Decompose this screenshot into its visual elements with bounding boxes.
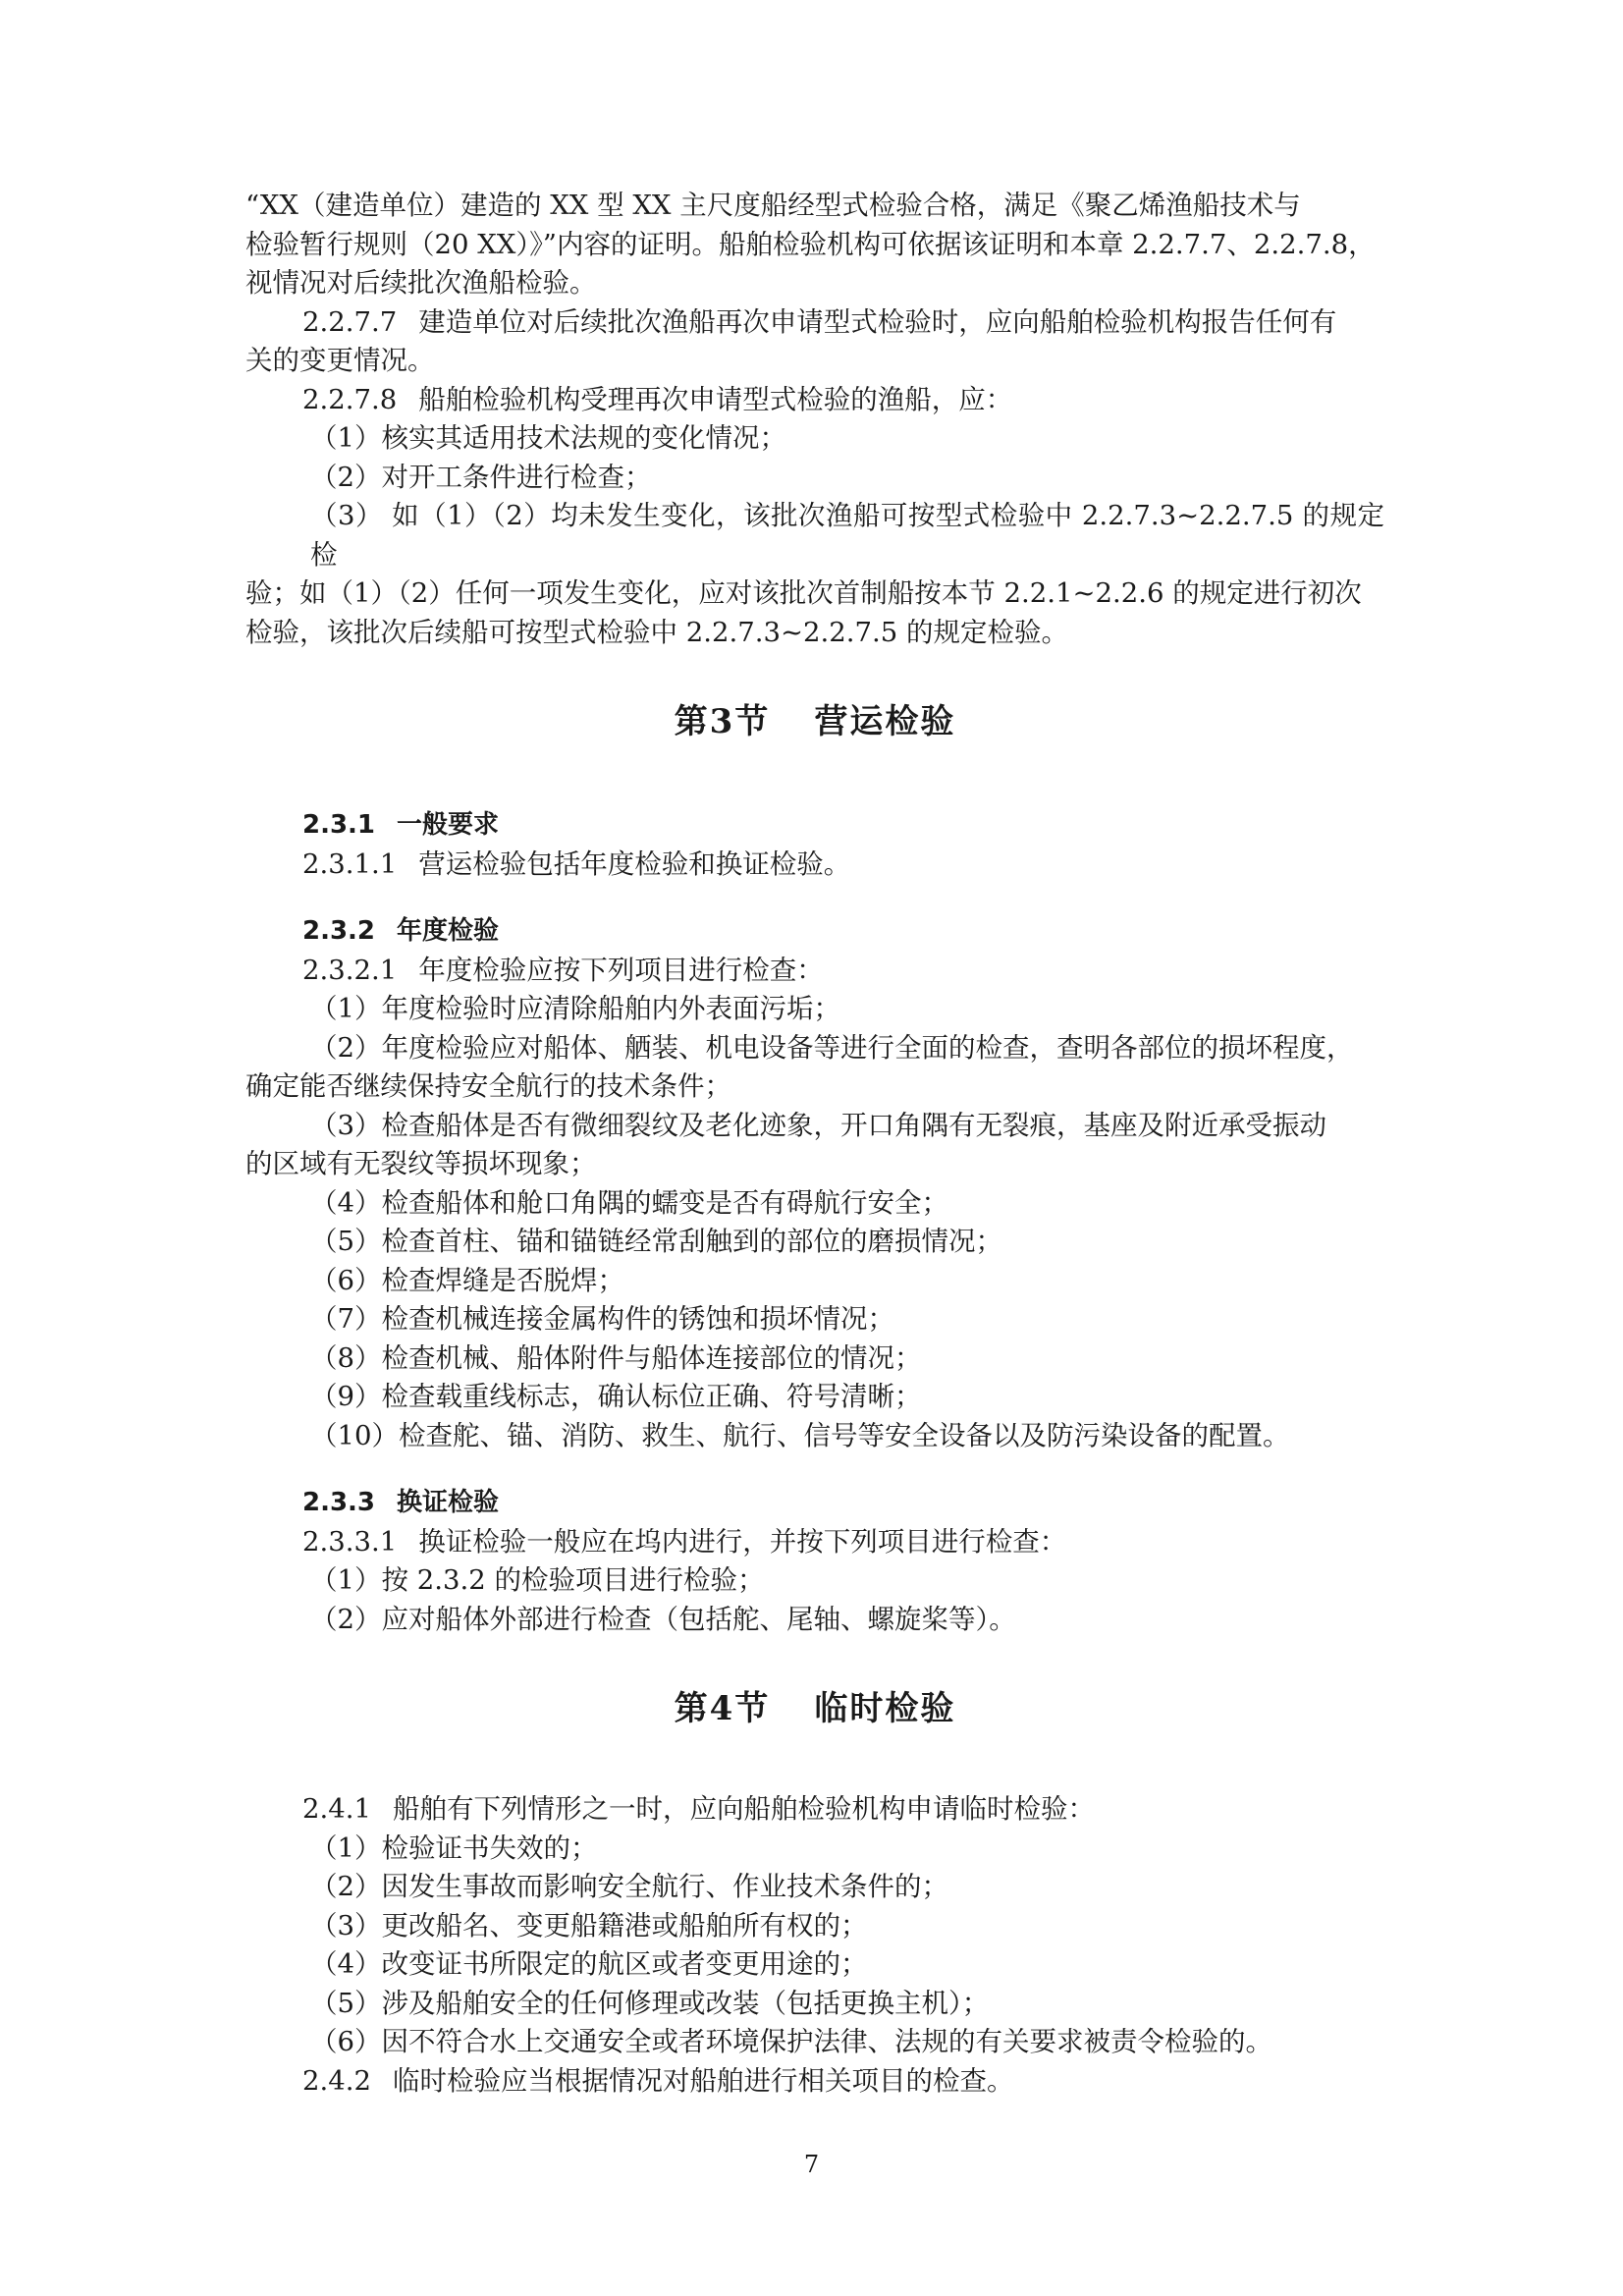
subsection-heading xyxy=(245,912,1384,952)
clause-text: 营运检验包括年度检验和换证检验。 xyxy=(418,847,851,880)
clause xyxy=(245,952,1384,991)
clause-number: 2.2.7.7 xyxy=(302,305,398,338)
list-item: （4）检查船体和舱口角隅的蠕变是否有碍航行安全； xyxy=(310,1186,948,1219)
list-item: （9）检查载重线标志，确认标位正确、符号清晰； xyxy=(310,1381,922,1412)
clause xyxy=(245,846,1384,885)
list-item: （10）检查舵、锚、消防、救生、航行、信号等安全设备以及防污染设备的配置。 xyxy=(310,1419,1290,1451)
clause-2277 xyxy=(245,303,1384,381)
clause-text: 船舶有下列情形之一时，应向船舶检验机构申请临时检验： xyxy=(392,1793,1095,1825)
list-item: （3）检查船体是否有微细裂纹及老化迹象，开口角隅有无裂痕，基座及附近承受振动 xyxy=(310,1109,1326,1141)
list-item: （2）因发生事故而影响安全航行、作业技术条件的； xyxy=(310,1871,948,1902)
clause-number: 2.3.3.1 xyxy=(302,1525,398,1558)
intro-line: 视情况对后续批次渔船检验。 xyxy=(245,267,597,299)
subsection-heading xyxy=(245,1484,1384,1523)
subsection-title: 一般要求 xyxy=(397,810,500,840)
list-item: （6）因不符合水上交通安全或者环境保护法律、法规的有关要求被责令检验的。 xyxy=(310,2026,1272,2057)
section-number: 第4节 xyxy=(674,1689,771,1728)
clause-number: 2.4.2 xyxy=(302,2064,371,2097)
list-item: （6）检查焊缝是否脱焊； xyxy=(310,1264,624,1296)
clause-number: 2.3.2.1 xyxy=(302,954,398,986)
list-item: （3） 如（1）（2）均未发生变化，该批次渔船可按型式检验中 2.2.7.3~2.2.7.5 的规定检 xyxy=(310,500,1384,571)
list-item: （5）涉及船舶安全的任何修理或改装（包括更换主机）； xyxy=(310,1987,990,2019)
subsection-title: 年度检验 xyxy=(397,916,500,946)
subsection-heading xyxy=(245,806,1384,846)
clause-2278 xyxy=(245,381,1384,653)
clause-text: 建造单位对后续批次渔船再次申请型式检验时，应向船舶检验机构报告任何有 xyxy=(418,305,1337,338)
list-item-continued: 验；如（1）（2）任何一项发生变化，应对该批次首制船按本节 2.2.1~2.2.6 的规定进行初次 xyxy=(245,577,1362,609)
subsection-number: 2.3.2 xyxy=(302,916,376,946)
list-item-continued: 的区域有无裂纹等损坏现象； xyxy=(245,1148,597,1179)
list-item: （1）年度检验时应清除船舶内外表面污垢； xyxy=(310,993,840,1024)
list-item: （1）检验证书失效的； xyxy=(310,1831,598,1864)
list-item: （2）应对船体外部进行检查（包括舵、尾轴、螺旋桨等）。 xyxy=(310,1603,1016,1635)
section-heading: 临时检验 xyxy=(814,1689,956,1728)
clause xyxy=(245,2062,1384,2102)
clause-text: 换证检验一般应在坞内进行，并按下列项目进行检查： xyxy=(418,1525,1067,1558)
section-number: 第3节 xyxy=(674,702,771,741)
section-title xyxy=(245,1681,1384,1729)
clause-text: 关的变更情况。 xyxy=(245,345,435,376)
page-number: 7 xyxy=(803,2151,820,2178)
section-title xyxy=(245,694,1384,742)
list-item-continued: 检验，该批次后续船可按型式检验中 2.2.7.3~2.2.7.5 的规定检验。 xyxy=(245,616,1068,648)
clause-number: 2.3.1.1 xyxy=(302,847,398,880)
subsection-title: 换证检验 xyxy=(397,1488,500,1517)
list-item: （3）更改船名、变更船籍港或船舶所有权的； xyxy=(310,1909,868,1941)
list-item: （2）对开工条件进行检查； xyxy=(310,461,652,493)
subsection-number: 2.3.1 xyxy=(302,810,376,840)
clause-text: 临时检验应当根据情况对船舶进行相关项目的检查。 xyxy=(392,2064,1014,2097)
list-item-continued: 确定能否继续保持安全航行的技术条件； xyxy=(245,1070,731,1102)
clause-number: 2.4.1 xyxy=(302,1793,371,1825)
subsection-number: 2.3.3 xyxy=(302,1488,376,1517)
intro-paragraph xyxy=(245,187,1384,303)
list-item: （2）年度检验应对船体、舾装、机电设备等进行全面的检查，查明各部位的损坏程度， xyxy=(310,1031,1354,1064)
section-heading: 营运检验 xyxy=(814,702,956,741)
intro-line: 检验暂行规则（20 XX）》”内容的证明。船舶检验机构可依据该证明和本章 2.2.7.7、2.2.7.8， xyxy=(245,228,1376,260)
clause xyxy=(245,1790,1384,1830)
list-item: （5）检查首柱、锚和锚链经常刮触到的部位的磨损情况； xyxy=(310,1226,1002,1257)
clause-number: 2.2.7.8 xyxy=(302,383,398,415)
list-item: （7）检查机械连接金属构件的锈蚀和损坏情况； xyxy=(310,1303,894,1335)
clause-text: 年度检验应按下列项目进行检查： xyxy=(418,954,824,986)
intro-line: “XX（建造单位）建造的 XX 型 XX 主尺度船经型式检验合格，满足《聚乙烯渔船技术与 xyxy=(245,190,1301,221)
page-content xyxy=(245,187,1384,2101)
list-item: （8）检查机械、船体附件与船体连接部位的情况； xyxy=(310,1341,922,1374)
clause xyxy=(245,1523,1384,1562)
list-item: （4）改变证书所限定的航区或者变更用途的； xyxy=(310,1948,868,1980)
list-item: （1）按 2.3.2 的检验项目进行检验； xyxy=(310,1564,765,1596)
clause-text: 船舶检验机构受理再次申请型式检验的渔船，应： xyxy=(418,383,1013,415)
list-item: （1）核实其适用技术法规的变化情况； xyxy=(310,422,786,454)
